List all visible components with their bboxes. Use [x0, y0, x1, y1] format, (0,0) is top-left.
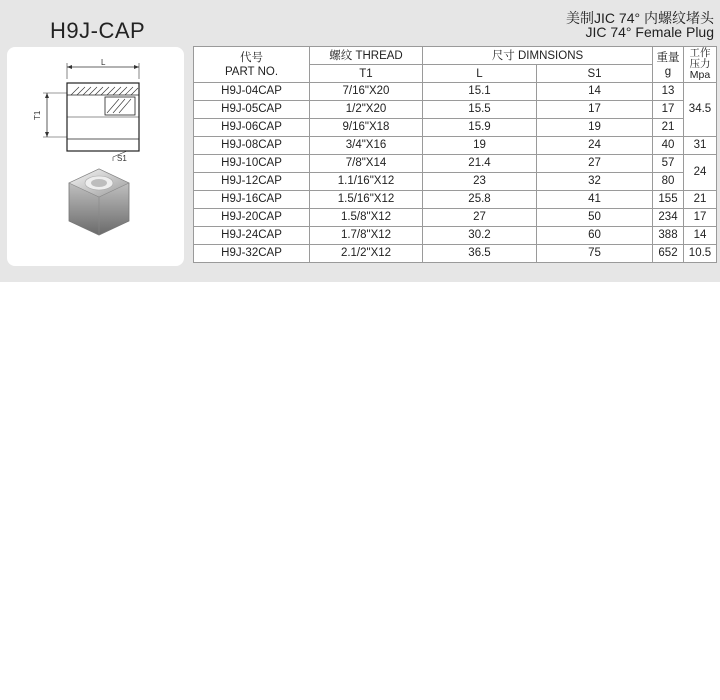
length-cell: 19	[423, 137, 537, 155]
s1-cell: 32	[537, 173, 653, 191]
s1-cell: 24	[537, 137, 653, 155]
pressure-cell: 24	[684, 155, 717, 191]
header-dim-s1: S1	[537, 65, 653, 83]
header-pressure-cn2: 压力	[689, 58, 711, 70]
thread-cell: 1.7/8"X12	[310, 227, 423, 245]
thread-cell: 1.5/8"X12	[310, 209, 423, 227]
weight-cell: 652	[653, 245, 684, 263]
length-cell: 15.9	[423, 119, 537, 137]
header-part-en: PART NO.	[224, 65, 279, 78]
table-row	[194, 155, 717, 173]
table-row	[194, 137, 717, 155]
length-cell: 30.2	[423, 227, 537, 245]
header-part-no	[194, 47, 310, 83]
table-row	[194, 173, 717, 191]
weight-cell: 40	[653, 137, 684, 155]
weight-cell: 21	[653, 119, 684, 137]
weight-cell: 80	[653, 173, 684, 191]
specification-table-wrapper	[193, 46, 717, 263]
table-row	[194, 209, 717, 227]
pressure-cell: 31	[684, 137, 717, 155]
subtitle-en: JIC 74° Female Plug	[585, 24, 714, 40]
pressure-cell: 34.5	[684, 83, 717, 137]
part-no-cell: H9J-10CAP	[194, 155, 310, 173]
length-cell: 23	[423, 173, 537, 191]
header-pressure	[684, 47, 717, 83]
thread-cell: 3/4"X16	[310, 137, 423, 155]
page-title: H9J-CAP	[50, 18, 146, 43]
s1-cell: 17	[537, 101, 653, 119]
header-weight	[653, 47, 684, 83]
length-cell: 36.5	[423, 245, 537, 263]
s1-cell: 41	[537, 191, 653, 209]
s1-cell: 75	[537, 245, 653, 263]
header-weight-unit: g	[664, 65, 672, 78]
table-body	[194, 83, 717, 263]
s1-cell: 50	[537, 209, 653, 227]
header-pressure-cn1: 工作	[689, 47, 711, 59]
pressure-cell: 21	[684, 191, 717, 209]
table-row	[194, 245, 717, 263]
thread-cell: 2.1/2"X12	[310, 245, 423, 263]
pressure-cell: 10.5	[684, 245, 717, 263]
product-illustration-panel	[7, 47, 184, 266]
s1-cell: 27	[537, 155, 653, 173]
part-no-cell: H9J-12CAP	[194, 173, 310, 191]
length-cell: 27	[423, 209, 537, 227]
length-cell: 15.5	[423, 101, 537, 119]
length-cell: 15.1	[423, 83, 537, 101]
length-cell: 21.4	[423, 155, 537, 173]
header-pressure-unit: Mpa	[689, 69, 711, 81]
s1-cell: 14	[537, 83, 653, 101]
table-row	[194, 191, 717, 209]
header-thread-group: 螺纹 THREAD	[310, 47, 423, 65]
technical-drawing	[27, 57, 157, 162]
weight-cell: 388	[653, 227, 684, 245]
subtitle-cn: 美制JIC 74° 内螺纹堵头	[566, 10, 714, 26]
weight-cell: 155	[653, 191, 684, 209]
thread-cell: 7/8"X14	[310, 155, 423, 173]
header-dim-l: L	[423, 65, 537, 83]
length-cell: 25.8	[423, 191, 537, 209]
part-no-cell: H9J-16CAP	[194, 191, 310, 209]
hex-dim-label: S1	[117, 154, 127, 162]
table-row	[194, 101, 717, 119]
thread-cell: 1.1/16"X12	[310, 173, 423, 191]
pressure-cell: 14	[684, 227, 717, 245]
thread-cell: 1.5/16"X12	[310, 191, 423, 209]
header-thread-t1: T1	[310, 65, 423, 83]
thread-cell: 7/16"X20	[310, 83, 423, 101]
part-no-cell: H9J-05CAP	[194, 101, 310, 119]
header-dimensions-group: 尺寸 DIMNSIONS	[423, 47, 653, 65]
table-row	[194, 83, 717, 101]
part-no-cell: H9J-20CAP	[194, 209, 310, 227]
length-dim-label: L	[101, 58, 106, 67]
table-row	[194, 119, 717, 137]
weight-cell: 57	[653, 155, 684, 173]
part-no-cell: H9J-24CAP	[194, 227, 310, 245]
thread-dim-label: T1	[33, 110, 42, 120]
specification-table	[193, 46, 717, 263]
thread-cell: 9/16"X18	[310, 119, 423, 137]
header-weight-cn: 重量	[656, 51, 680, 64]
part-no-cell: H9J-08CAP	[194, 137, 310, 155]
s1-cell: 19	[537, 119, 653, 137]
weight-cell: 234	[653, 209, 684, 227]
part-no-cell: H9J-32CAP	[194, 245, 310, 263]
header-part-cn: 代号	[240, 51, 263, 64]
part-no-cell: H9J-04CAP	[194, 83, 310, 101]
weight-cell: 13	[653, 83, 684, 101]
table-row	[194, 227, 717, 245]
weight-cell: 17	[653, 101, 684, 119]
pressure-cell: 17	[684, 209, 717, 227]
s1-cell: 60	[537, 227, 653, 245]
product-photo-icon	[55, 165, 137, 255]
part-no-cell: H9J-06CAP	[194, 119, 310, 137]
thread-cell: 1/2"X20	[310, 101, 423, 119]
